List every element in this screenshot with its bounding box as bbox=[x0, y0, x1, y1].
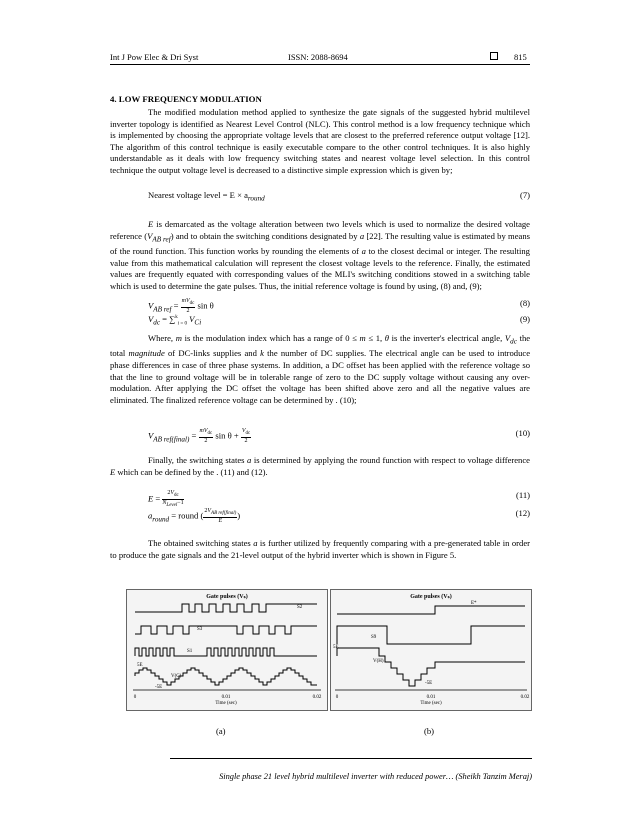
equation-10: $V_{AB ref(final)}$ = $\frac{mV_{dc}}{2}$ sin θ + $\frac{V_{dc}}{2}$ (10) bbox=[148, 428, 530, 445]
label-neg5e: -5E bbox=[425, 681, 433, 686]
x-axis-label: Time (sec) bbox=[215, 701, 237, 706]
figure-b-title: Gate pulses (Vₛ) bbox=[410, 594, 452, 600]
label-neg5e: -5E bbox=[155, 685, 163, 690]
paragraph-4: Finally, the switching states a is determined by applying the round function with respect to voltage difference E which can be defined by the . (11) and (12). bbox=[110, 455, 530, 477]
tick-001: 0.01 bbox=[426, 695, 436, 700]
tick-0: 0 bbox=[133, 695, 137, 700]
label-s9: S9 bbox=[371, 635, 377, 640]
paragraph-1: The modified modulation method applied to synthesize the gate signals of the suggested hybrid multilevel inverter topology is identified as Nearest Level Control (NLC). This control method is a low frequency technique which is implemented by choosing the appropriate voltage levels that are closest to the preferred reference output voltage [12]. The algorithm of this control technique is easily executable compare to the other control techniques. It is also highly understandable as it deals with low frequency switching states and nearest voltage level selection. In this control technique the output voltage level is decreased to a distinctive simple expression which is given by; bbox=[110, 107, 530, 175]
caption-b: (b) bbox=[424, 726, 435, 736]
label-s2: S2 bbox=[297, 605, 303, 610]
tick-002: 0.02 bbox=[312, 695, 322, 700]
tick-0: 0 bbox=[335, 695, 339, 700]
caption-a: (a) bbox=[216, 726, 226, 736]
paragraph-5: The obtained switching states a is further utilized by frequently comparing with a pre-generated table in order to produce the gate signals and the 21-level output of the hybrid inverter which is shown in Figure 5. bbox=[110, 538, 530, 560]
paragraph-2: E is demarcated as the voltage alteration between two levels which is used to normalize the desired voltage reference $(V_{AB ref})$ and to obtain the switching conditions designated by a [22]. The resulting value is estimated by means of the round function. This function works by rounding the elements of a to the closest decimal or integer. The resulting value from this mathematical calculation will represent the closest voltage levels to the reference. Finally, the estimated values are frequently equated with corresponding values of the MLI's switching conditions stowed in a switching table which is used to determine the gate pulses. Thus, the initial reference voltage is found by using, (8) and, (9); bbox=[110, 219, 531, 291]
label-vc: V(C) bbox=[171, 674, 182, 679]
equation-12: $a_{round}$ = round ( $\frac{2V_{AB ref(final)}}{E}$ ) (12) bbox=[148, 508, 530, 525]
x-axis-label: Time (sec) bbox=[420, 701, 442, 706]
label-estar: E* bbox=[471, 601, 477, 606]
running-footer: Single phase 21 level hybrid multilevel inverter with reduced power… (Sheikh Tanzim Meraj) bbox=[219, 772, 532, 781]
tick-002: 0.02 bbox=[520, 695, 530, 700]
figure-5b-gate-pulses bbox=[330, 589, 532, 711]
equation-7: Nearest voltage level = $E \times a_{round}$ (7) bbox=[148, 190, 530, 203]
figure-a-title: Gate pulses (Vₛ) bbox=[206, 594, 248, 600]
label-s1: S1 bbox=[187, 649, 193, 654]
equation-11: E = $\frac{2V_{dc}}{N_{Level}-1}$ (11) bbox=[148, 490, 530, 509]
tick-001: 0.01 bbox=[221, 695, 231, 700]
issn: ISSN: 2088-8694 bbox=[288, 52, 348, 62]
equation-9: $V_{dc} = \sum^k_{i = 0}$ $V_{Ci}$ (9) bbox=[148, 314, 530, 327]
section-heading: 4. LOW FREQUENCY MODULATION bbox=[110, 94, 262, 104]
label-5e: 5E bbox=[333, 645, 339, 650]
label-s3: S3 bbox=[197, 627, 203, 632]
paragraph-3: Where, m is the modulation index which has a range of 0 ≤ m ≤ 1, θ is the inverter's electrical angle, $V_{dc}$ the total magnitude of DC-links supplies and k the number of DC supplies. The electrical angle can be used to introduce phase differences in case of three phase systems. In addition, a DC offset has been applied with the reference voltage so that the line to ground voltage will be in tolerable range of zero to the DC supply voltage without causing any over-modulation. After applying the DC offset the voltage has been shifted above zero and all the negative values are eliminated. The finalized reference voltage can be determined by . (10); bbox=[110, 333, 531, 405]
journal-name: Int J Pow Elec & Dri Syst bbox=[110, 52, 199, 62]
page-number: 815 bbox=[514, 52, 527, 62]
label-5e: 5E bbox=[137, 663, 143, 668]
figure-5a-gate-pulses bbox=[126, 589, 328, 711]
equation-8: $V_{AB ref}$ = $\frac{mV_{dc}}{2}$ sin θ (8) bbox=[148, 298, 530, 315]
header-rule bbox=[110, 64, 530, 65]
label-vh: V(H) bbox=[373, 659, 384, 664]
footer-rule bbox=[170, 758, 532, 759]
